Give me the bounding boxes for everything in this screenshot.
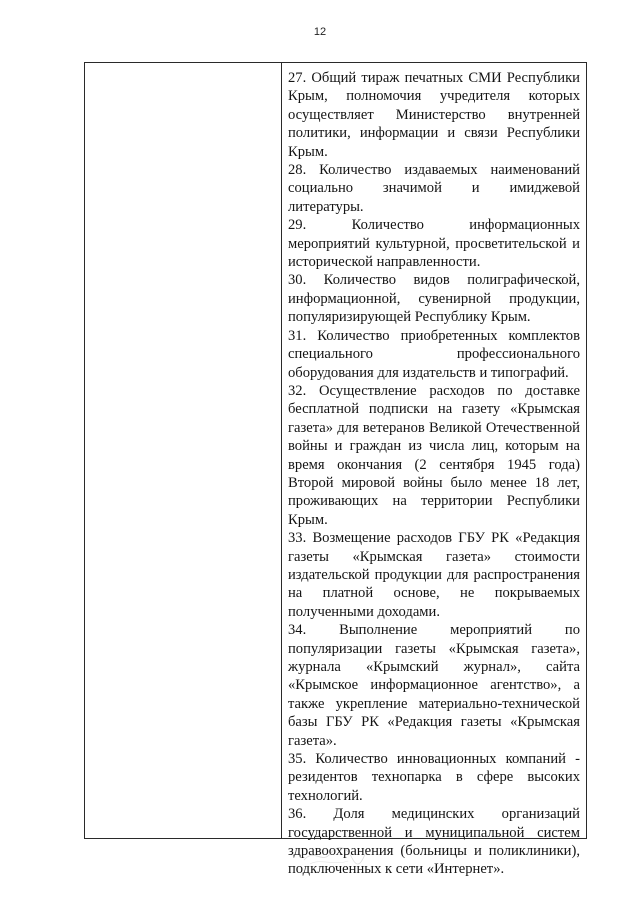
list-item: 36. Доля медицинских организаций государственной и муниципальной систем здравоохранения (больницы и поликлиники), подключенных к сети «Интернет». [288,806,580,878]
page-number: 12 [313,26,327,38]
list-item: 32. Осуществление расходов по доставке бесплатной подписки на газету «Крымская газета» для ветеранов Великой Отечественной войны и граждан из числа лиц, которым на время окончания (2 сентября 1945 года) Второй мировой войны было менее 18 лет, проживающих на территории Республики Крым. [288,382,580,528]
document-table [84,62,587,878]
list-item: 28. Количество издаваемых наименований социально значимой и имиджевой литературы. [288,162,580,215]
list-item: 34. Выполнение мероприятий по популяризации газеты «Крымская газета», журнала «Крымский журнал», сайта «Крымское информационное агентство», а также укрепление материально-технической базы ГБУ РК «Редакция газеты «Крымская газета». [288,622,580,749]
table-left-cell [85,63,282,838]
list-item: 27. Общий тираж печатных СМИ Республики Крым, полномочия учредителя которых осуществляет Министерство внутренней политики, информации и связи Республики Крым. [288,70,580,160]
list-item: 33. Возмещение расходов ГБУ РК «Редакция газеты «Крымская газета» стоимости издательской продукции для распространения на платной основе, не покрываемых полученными доходами. [288,530,580,620]
table-right-cell [282,63,586,878]
list-item: 31. Количество приобретенных комплектов специального профессионального оборудования для издательств и типографий. [288,327,580,381]
faint-signature-mark [300,842,370,868]
list-item: 30. Количество видов полиграфической, информационной, сувенирной продукции, популяризирующей Республику Крым. [288,272,580,326]
list-item: 35. Количество инновационных компаний - резидентов технопарка в сфере высоких технологий. [288,751,580,804]
list-item: 29. Количество информационных мероприятий культурной, просветительской и исторической направленности. [288,217,580,271]
